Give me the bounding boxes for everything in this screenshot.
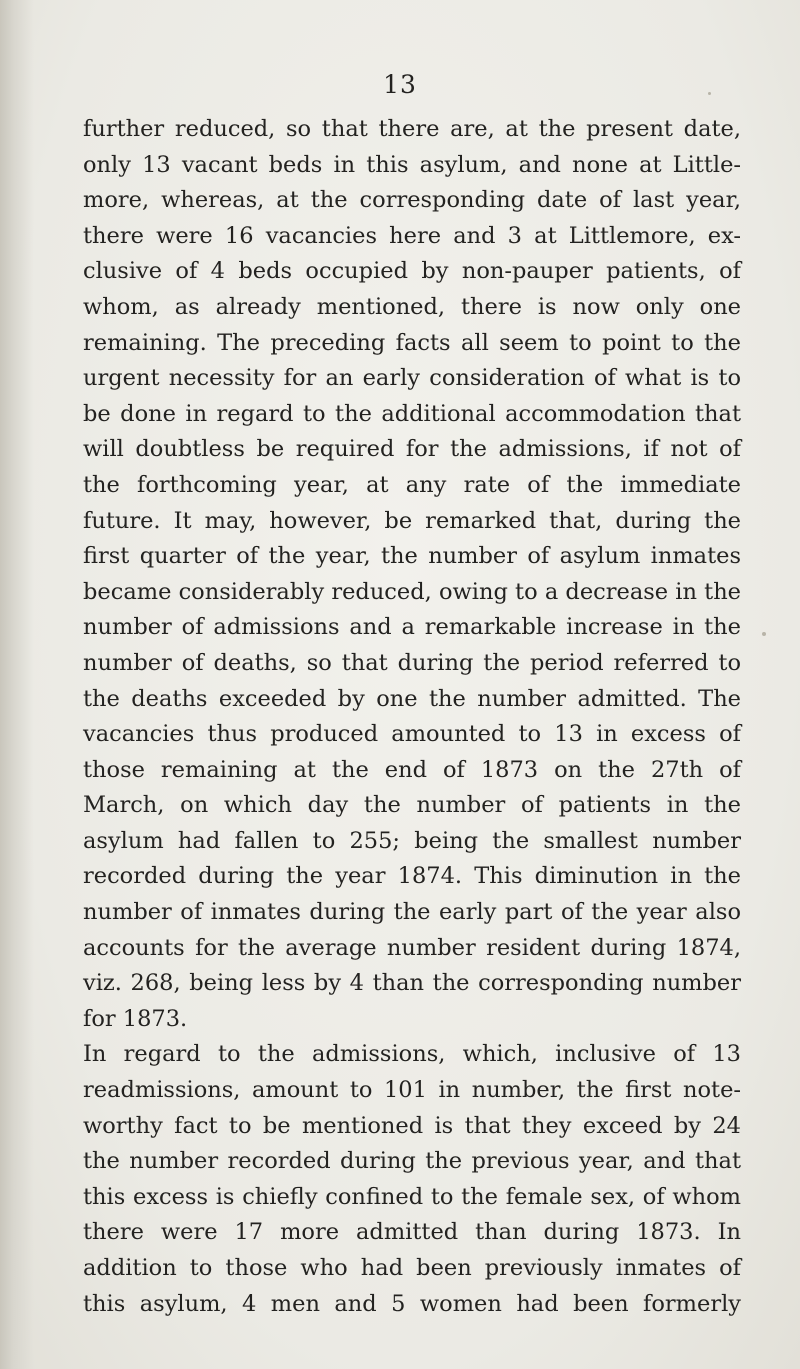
paper-speck [762, 632, 766, 636]
text-line: number of inmates during the early part of the year also [83, 899, 741, 926]
text-line: the deaths exceeded by one the number admitted. The [83, 685, 741, 712]
text-line: the forthcoming year, at any rate of the immediate [83, 471, 741, 498]
paper-speck [708, 92, 711, 95]
text-line: March, on which day the number of patients in the [83, 792, 741, 819]
text-line: vacancies thus produced amounted to 13 in excess of [83, 721, 741, 748]
text-line: will doubtless be required for the admissions, if not of [83, 436, 741, 463]
text-line: remaining. The preceding facts all seem to point to the [83, 329, 741, 356]
text-line: only 13 vacant beds in this asylum, and none at Little- [83, 151, 741, 178]
body-text [83, 112, 741, 1322]
text-line: urgent necessity for an early consideration of what is to [83, 365, 741, 392]
text-line: more, whereas, at the corresponding date of last year, [83, 187, 741, 214]
text-line: clusive of 4 beds occupied by non-pauper patients, of [83, 258, 741, 285]
page-number: 13 [383, 70, 417, 99]
text-line: number of admissions and a remarkable increase in the [83, 614, 741, 641]
text-line: worthy fact to be mentioned is that they exceed by 24 [83, 1112, 741, 1139]
text-line: there were 16 vacancies here and 3 at Littlemore, ex- [83, 222, 741, 249]
text-line: those remaining at the end of 1873 on the 27th of [83, 756, 741, 783]
text-line: viz. 268, being less by 4 than the corresponding number [83, 970, 741, 997]
text-line: asylum had fallen to 255; being the smallest number [83, 827, 741, 854]
text-line: became considerably reduced, owing to a decrease in the [83, 578, 741, 605]
text-line: this asylum, 4 men and 5 women had been formerly [83, 1290, 741, 1317]
text-line: there were 17 more admitted than during 1873. In [83, 1219, 741, 1246]
text-line: accounts for the average number resident during 1874, [83, 934, 741, 961]
text-line: be done in regard to the additional accommodation that [83, 400, 741, 427]
text-line: future. It may, however, be remarked that, during the [83, 507, 741, 534]
text-line: recorded during the year 1874. This diminution in the [83, 863, 741, 890]
text-line: addition to those who had been previously inmates of [83, 1255, 741, 1281]
text-line: whom, as already mentioned, there is now only one [83, 293, 741, 320]
text-line: number of deaths, so that during the period referred to [83, 649, 741, 676]
paragraph-end-line: for 1873. [83, 1005, 188, 1032]
text-line: this excess is chiefly confined to the female sex, of whom [83, 1183, 741, 1210]
paragraph-start-line: In regard to the admissions, which, inclusive of 13 [83, 1041, 741, 1068]
text-line: first quarter of the year, the number of asylum inmates [83, 543, 741, 570]
text-line: the number recorded during the previous year, and that [83, 1148, 741, 1175]
binding-gutter-shadow [0, 0, 34, 1369]
text-line: readmissions, amount to 101 in number, the first note- [83, 1077, 741, 1104]
text-line: further reduced, so that there are, at the present date, [83, 116, 741, 142]
